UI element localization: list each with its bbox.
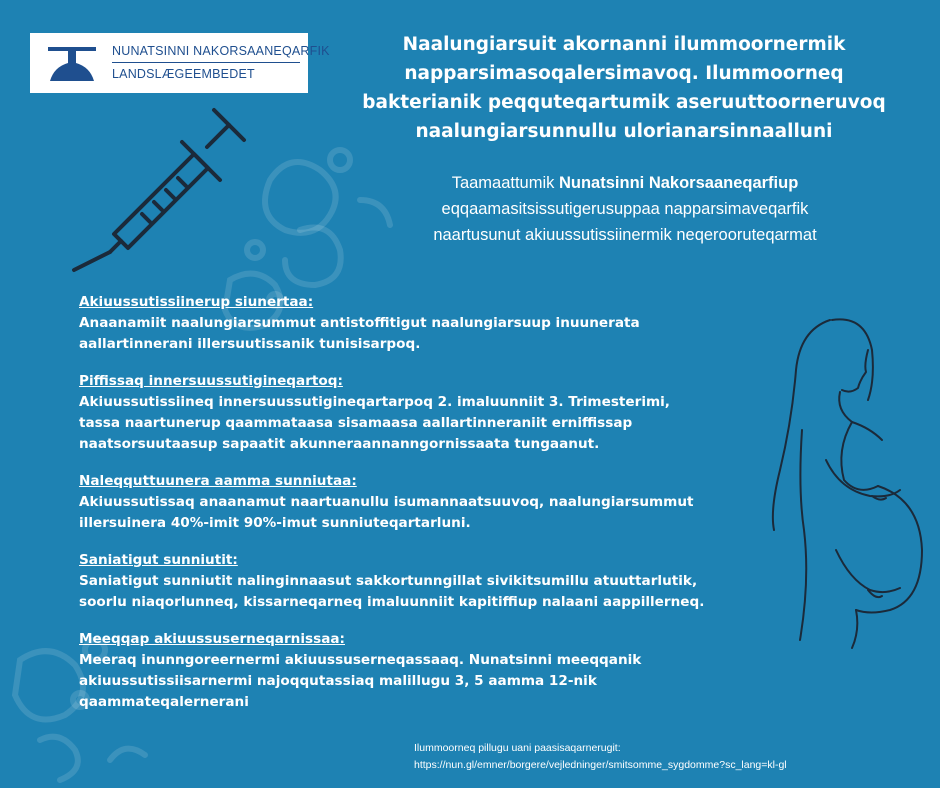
footer-text: Ilummoorneq pillugu uani paasisaqarnerugit:: [414, 742, 621, 754]
section-text-line: Saniatigut sunniutit nalinginnaasut sakkortunngillat sivikitsumillu atuuttarlutik,: [79, 573, 698, 589]
title-line: Naalungiarsuit akornanni ilummoornermik: [402, 34, 846, 55]
section-text-line: Akiuussutissiineq innersuussutigineqartarpoq 2. imaluunniit 3. Trimesterimi,: [79, 394, 670, 410]
footer-link[interactable]: https://nun.gl/emner/borgere/vejledninger/smitsomme_sygdomme?sc_lang=kl-gl: [414, 759, 787, 771]
section-heading: Akiuussutissiinerup siunertaa:: [79, 294, 314, 310]
section-text-line: Anaanamiit naalungiarsummut antistoffitigut naalungiarsuup inuunerata: [79, 315, 640, 331]
logo-box: [30, 33, 330, 93]
info-sections: [79, 292, 749, 729]
section-safety: [79, 471, 749, 534]
footer-info: [414, 740, 914, 774]
section-text-line: naatsorsuutaasup sapaatit akunneraannanngornissaata tungaanut.: [79, 436, 600, 452]
section-side-effects: [79, 550, 749, 613]
page-title: [326, 30, 922, 146]
intro-organization-name: Nunatsinni Nakorsaaneqarfiup: [558, 174, 799, 192]
intro-text: [360, 170, 890, 248]
intro-line: Taamaattumik: [451, 174, 559, 192]
section-text-line: illersuinera 40%-imit 90%-imut sunniuteqartarluni.: [79, 515, 471, 531]
section-heading: Saniatigut sunniutit:: [79, 552, 238, 568]
section-text-line: akiuussutissiisarnermi najoqqutassiaq malillugu 3, 5 aamma 12-nik: [79, 673, 597, 689]
section-text-line: Meeraq inunngoreernermi akiuussuserneqassaaq. Nunatsinni meeqqanik: [79, 652, 642, 668]
section-text-line: Akiuussutissaq anaanamut naartuanullu isumannaatsuuvoq, naalungiarsummut: [79, 494, 694, 510]
section-text-line: aallartinnerani illersuutissanik tunisisarpoq.: [79, 336, 421, 352]
shield-logo-icon: [42, 43, 102, 85]
section-heading: Naleqquttuunera aamma sunniutaa:: [79, 473, 357, 489]
section-text-line: qaammateqalernerani: [79, 694, 249, 710]
section-purpose: [79, 292, 749, 355]
intro-line: eqqaamasitsissutigerusuppaa napparsimaveqarfik: [441, 200, 809, 218]
title-line: naalungiarsunnullu ulorianarsinnaalluni: [415, 121, 833, 142]
section-child-vaccination: [79, 629, 749, 713]
title-line: napparsimasoqalersimavoq. Ilummoorneq: [404, 63, 844, 84]
title-line: bakterianik peqquteqartumik aseruuttoorneruvoq: [362, 92, 886, 113]
syringe-icon: [62, 100, 258, 275]
intro-line: naartusunut akiuussutissiinermik neqerooruteqarmat: [433, 226, 817, 244]
logo-name-greenlandic: NUNATSINNI NAKORSAANEQARFIK: [112, 44, 330, 58]
section-text-line: soorlu niaqorlunneq, kissarneqarneq imaluunniit kapitiffiup nalaani aappillerneq.: [79, 594, 705, 610]
section-heading: Piffissaq innersuussutigineqartoq:: [79, 373, 343, 389]
section-text-line: tassa naartunerup qaammataasa sisamaasa aallartinneraniit erniffissap: [79, 415, 633, 431]
logo-divider: [112, 62, 300, 63]
logo-name-danish: LANDSLÆGEEMBEDET: [112, 67, 255, 81]
pregnant-woman-icon: [740, 310, 940, 650]
section-heading: Meeqqap akiuussuserneqarnissaa:: [79, 631, 345, 647]
section-timing: [79, 371, 749, 455]
